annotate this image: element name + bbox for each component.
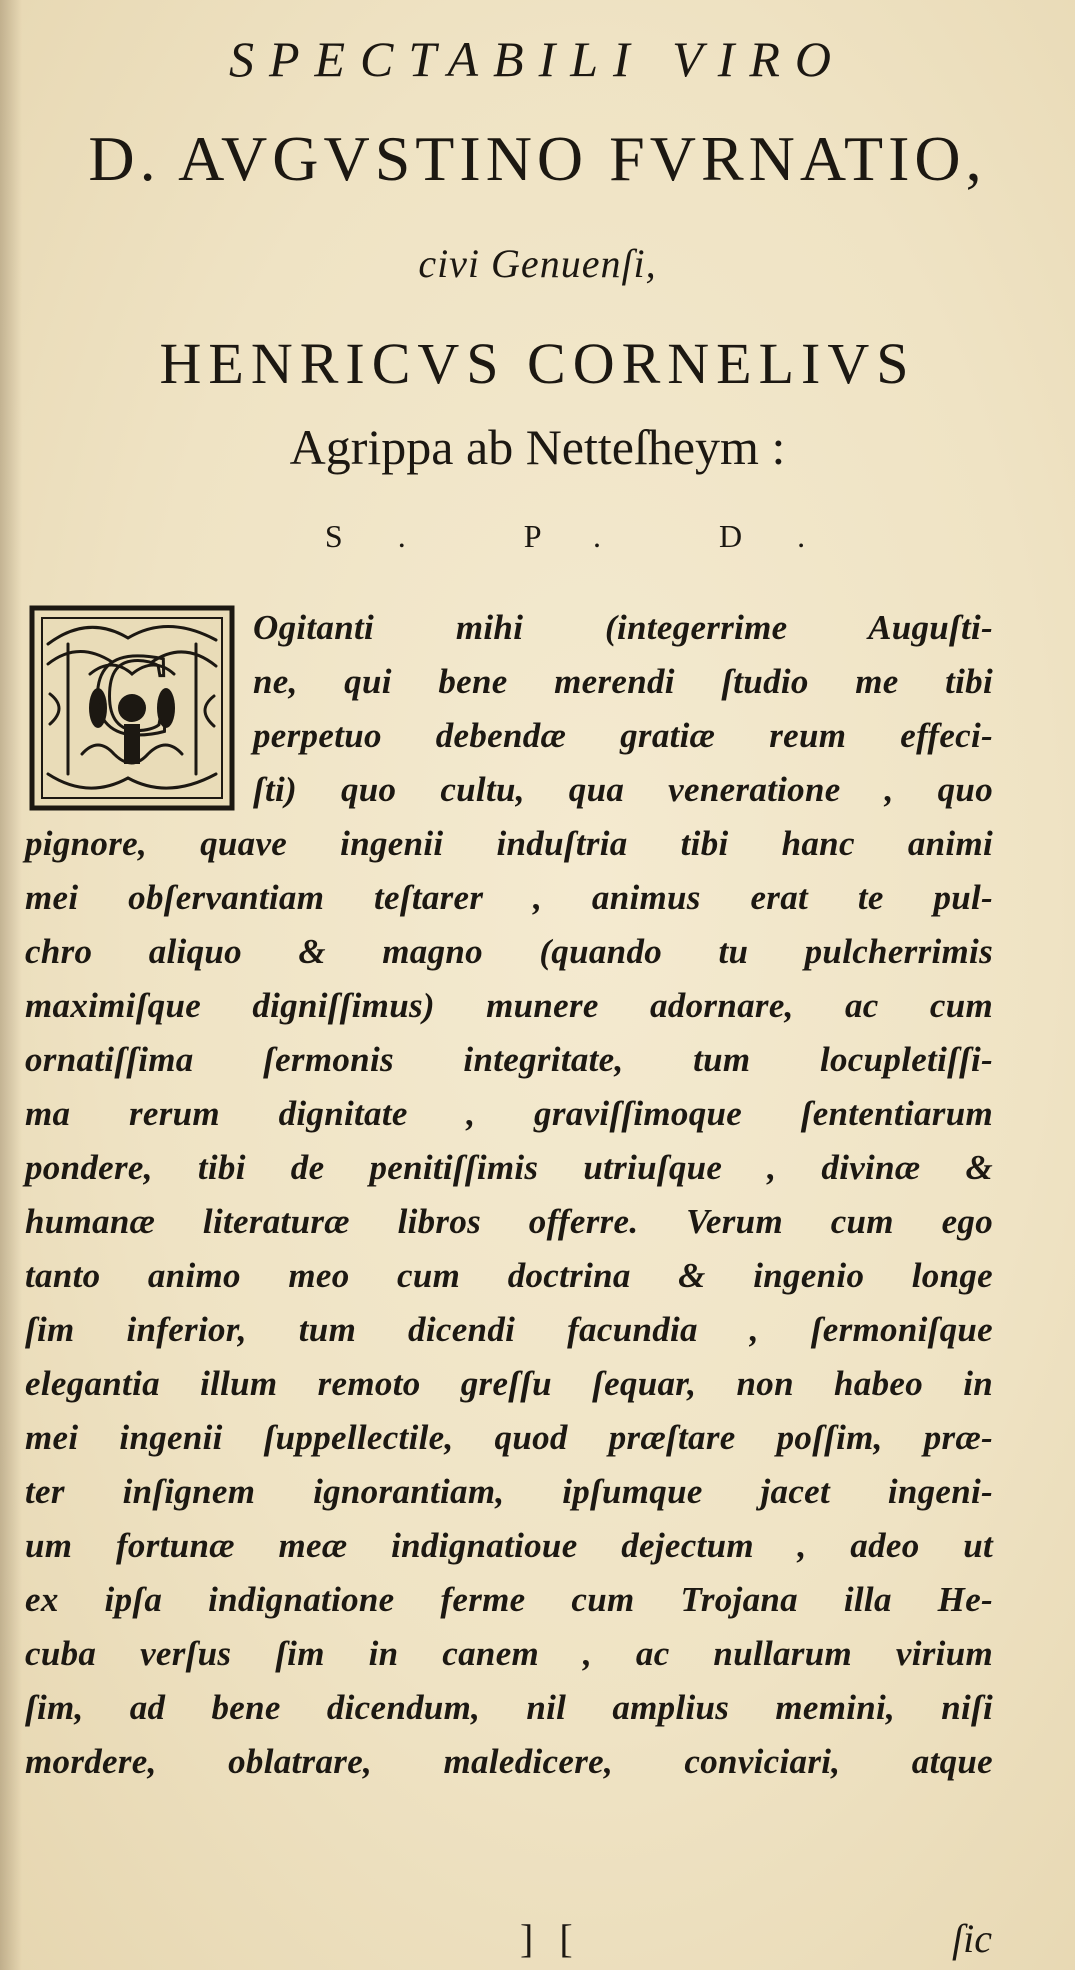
heading-line-4: HENRICVS CORNELIVS <box>159 331 916 396</box>
text-line: ornatiſſima ſermonis integritate, tum locupletiſſi- <box>25 1040 993 1079</box>
initial-letter: C <box>92 629 172 760</box>
text-line: pignore, quave ingenii induſtria tibi hanc animi <box>25 824 993 863</box>
text-line: um fortunæ meæ indignatioue dejectum , adeo ut <box>25 1526 993 1565</box>
text-line: maximiſque digniſſimus) munere adornare, ac cum <box>25 986 993 1025</box>
text-line: ſim inferior, tum dicendi facundia , ſermoniſque <box>25 1310 993 1349</box>
text-line: ter inſignem ignorantiam, ipſumque jacet ingeni- <box>25 1472 993 1511</box>
text-line: ma rerum dignitate , graviſſimoque ſententiarum <box>25 1094 993 1133</box>
heading-line-2: D. AVGVSTINO FVRNATIO, <box>88 123 987 194</box>
text-line: pondere, tibi de penitiſſimis utriuſque , divinæ & <box>25 1148 993 1187</box>
text-line: chro aliquo & magno (quando tu pulcherrimis <box>25 932 993 971</box>
heading-line-3: civi Genuenſi, <box>418 241 657 286</box>
text-line: cuba verſus ſim in canem , ac nullarum virium <box>25 1634 993 1673</box>
text-line: ex ipſa indignatione ferme cum Trojana illa He- <box>25 1580 993 1619</box>
text-line: mordere, oblatrare, maledicere, conviciari, atque <box>25 1742 993 1781</box>
catchword: ſic <box>952 1916 992 1961</box>
heading-line-5: Agrippa ab Netteſheym : <box>289 419 786 475</box>
text-line: mei ingenii ſuppellectile, quod præſtare poſſim, præ- <box>25 1418 993 1457</box>
salutation: S. P. D. <box>324 518 861 554</box>
text-line: ſim, ad bene dicendum, nil amplius memini, niſi <box>25 1688 993 1727</box>
decorated-initial-icon <box>28 604 236 812</box>
text-line: Ogitanti mihi (integerrime Auguſti- <box>253 608 993 647</box>
text-line: ne, qui bene merendi ſtudio me tibi <box>253 662 993 701</box>
text-line: ſti) quo cultu, qua veneratione , quo <box>253 770 993 809</box>
text-line: elegantia illum remoto greſſu ſequar, non habeo in <box>25 1364 993 1403</box>
text-line: mei obſervantiam teſtarer , animus erat te pul- <box>25 878 993 917</box>
text-line: humanæ literaturæ libros offerre. Verum cum ego <box>25 1202 993 1241</box>
text-line: tanto animo meo cum doctrina & ingenio longe <box>25 1256 993 1295</box>
heading-line-1: SPECTABILI VIRO <box>228 31 847 87</box>
text-line: perpetuo debendæ gratiæ reum effeci- <box>253 716 993 755</box>
signature-mark: ] [ <box>520 1916 581 1961</box>
binding-shadow <box>0 0 22 1970</box>
